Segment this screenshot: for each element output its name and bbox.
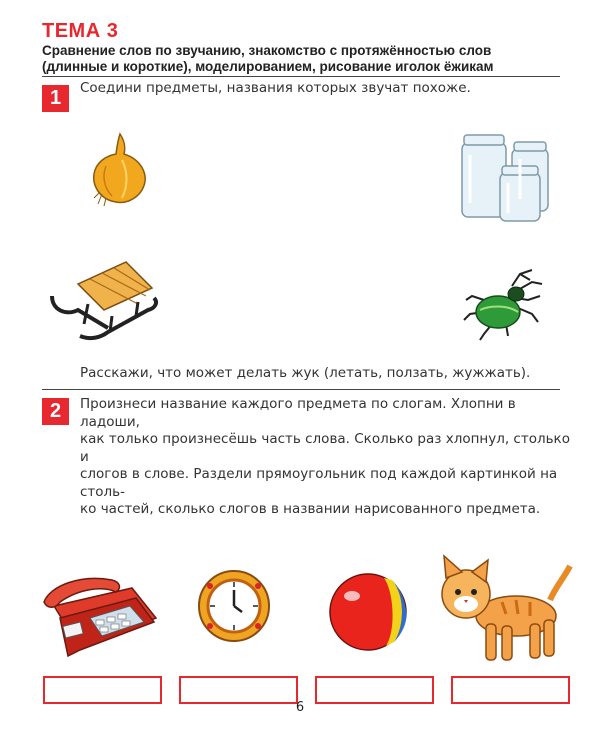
task-2-number-badge: 2 [42, 398, 69, 425]
topic-subtitle [42, 43, 562, 75]
jars-picture[interactable] [456, 133, 556, 225]
header-divider [42, 76, 560, 77]
task-1-followup: Расскажи, что может делать жук (летать, ползать, жужжать). [80, 365, 531, 381]
topic-title: ТЕМА 3 [42, 20, 119, 42]
clock-picture[interactable] [196, 568, 272, 664]
page-number: 6 [295, 700, 305, 715]
onion-picture[interactable] [84, 132, 154, 207]
task-2-instruction [80, 396, 570, 519]
subtitle-line-1: Сравнение слов по звучанию, знакомство с протяжённостью слов [42, 43, 492, 58]
cat-picture[interactable] [432, 556, 580, 664]
task-2-line-4: ко частей, сколько слогов в названии нарисованного предмета. [80, 501, 541, 517]
sled-picture[interactable] [48, 258, 160, 342]
task-divider [42, 389, 560, 390]
task-1-instruction: Соедини предметы, названия которых звучат похоже. [80, 80, 471, 96]
beetle-picture[interactable] [462, 264, 548, 342]
ball-picture[interactable] [328, 572, 408, 652]
task-2-line-2: как только произнесёшь часть слова. Сколько раз хлопнул, столько и [80, 431, 570, 465]
task-2-line-1: Произнеси название каждого предмета по слогам. Хлопни в ладоши, [80, 396, 516, 430]
telephone-picture[interactable] [40, 566, 162, 664]
task-1-number-badge: 1 [42, 85, 69, 112]
task-2-line-3: слогов в слове. Раздели прямоугольник под каждой картинкой на столь- [80, 466, 558, 500]
subtitle-line-2: (длинные и короткие), моделированием, рисование иголок ёжикам [42, 59, 494, 74]
